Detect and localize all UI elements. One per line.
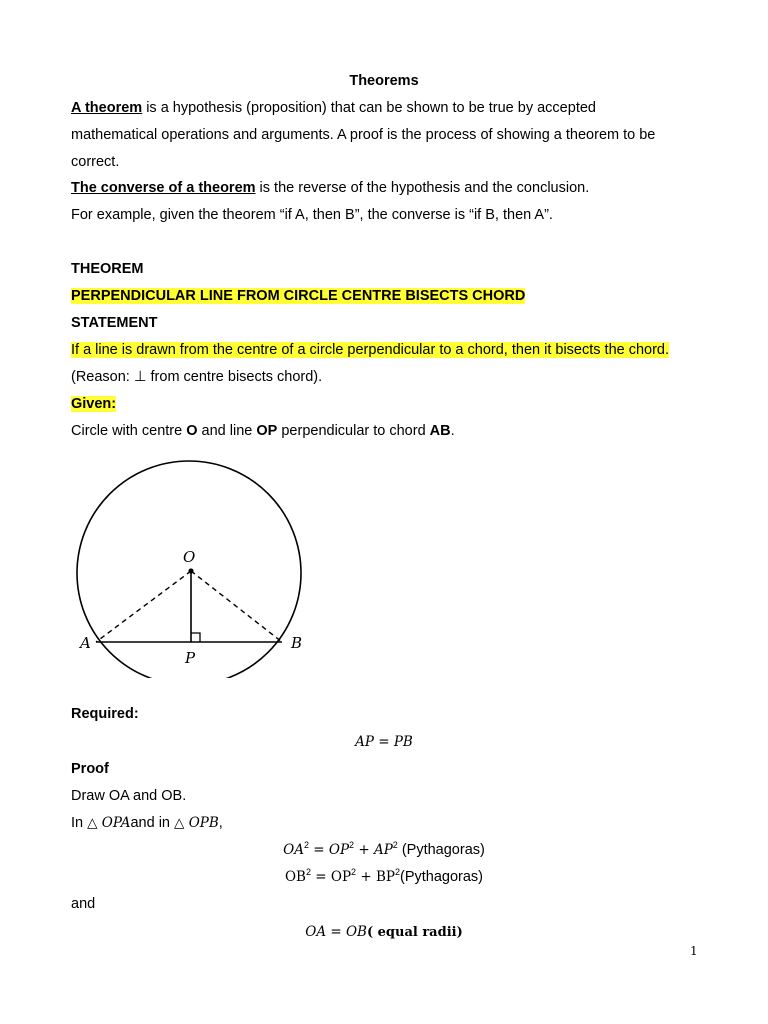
theorem-definition-line-3: correct. — [71, 154, 120, 170]
label-b: B — [291, 634, 303, 652]
theorem-name — [71, 288, 525, 304]
label-o: O — [183, 548, 196, 566]
equation-pythagoras-ob — [0, 869, 768, 885]
theorem-name-highlight: PERPENDICULAR LINE FROM CIRCLE CENTRE BISECTS CHORD — [71, 288, 526, 304]
right-angle-marker — [191, 633, 200, 642]
eq-term: OA = OB — [305, 924, 367, 940]
eq-term: OA — [283, 842, 304, 858]
theorem-definition-text: is a hypothesis (proposition) that can be shown to be true by accepted — [142, 100, 596, 116]
eq-term: = OP — [311, 869, 352, 885]
given-text-part: . — [450, 423, 455, 439]
exponent: 2 — [351, 867, 357, 878]
given-text-part: Circle with centre — [71, 423, 187, 439]
proof-text: , — [218, 815, 223, 831]
given-text — [71, 423, 455, 439]
given-heading — [71, 396, 116, 412]
label-a: A — [80, 634, 91, 652]
statement-highlight: If a line is drawn from the centre of a circle perpendicular to a chord, then it bisects the chord. — [71, 342, 670, 358]
proof-heading: Proof — [71, 761, 109, 777]
page-number: 1 — [690, 944, 698, 958]
required-equation: AP = PB — [355, 734, 413, 750]
eq-reason: (Pythagoras) — [399, 869, 483, 885]
converse-definition-text: is the reverse of the hypothesis and the conclusion. — [255, 180, 590, 196]
eq-term: + BP — [356, 869, 395, 885]
exponent: 2 — [349, 840, 355, 851]
theorem-definition-line-1 — [71, 100, 596, 116]
proof-step-triangles — [71, 815, 223, 831]
given-text-part: perpendicular to chord — [277, 423, 430, 439]
given-text-part: and line — [197, 423, 257, 439]
proof-step-draw: Draw OA and OB. — [71, 788, 187, 804]
given-centre-label: O — [186, 423, 198, 439]
given-heading-highlight: Given: — [71, 396, 117, 412]
converse-example: For example, given the theorem “if A, then B”, the converse is “if B, then A”. — [71, 207, 553, 223]
eq-term: = OP — [308, 842, 350, 858]
theorem-definition-line-2: mathematical operations and arguments. A proof is the process of showing a theorem to be — [71, 127, 656, 143]
eq-term: + AP — [354, 842, 393, 858]
radius-oa-dashed — [96, 571, 191, 642]
triangle-opb: △ OPB — [174, 815, 219, 831]
page-title: Theorems — [349, 73, 419, 89]
centre-point — [188, 568, 193, 573]
given-line-label: OP — [256, 423, 278, 439]
exponent: 2 — [305, 867, 311, 878]
eq-reason: (Pythagoras) — [397, 842, 485, 858]
statement-reason: (Reason: ⊥ from centre bisects chord). — [71, 369, 323, 385]
radius-ob-dashed — [191, 571, 282, 642]
equation-equal-radii — [0, 924, 768, 940]
given-chord-label: AB — [429, 423, 451, 439]
proof-text: In — [71, 815, 88, 831]
converse-term: The converse of a theorem — [71, 180, 256, 196]
statement-heading: STATEMENT — [71, 315, 158, 331]
proof-text: and in — [130, 815, 175, 831]
theorem-heading: THEOREM — [71, 261, 144, 277]
proof-and: and — [71, 896, 96, 912]
exponent: 2 — [392, 840, 398, 851]
circle-diagram — [60, 448, 320, 678]
eq-term: OB — [284, 869, 306, 885]
exponent: 2 — [394, 867, 400, 878]
equation-pythagoras-oa — [0, 842, 768, 858]
theorem-term: A theorem — [71, 100, 143, 116]
converse-definition — [71, 180, 589, 196]
label-p: P — [185, 649, 196, 667]
statement-text — [71, 342, 669, 358]
exponent: 2 — [303, 840, 309, 851]
triangle-opa: △ OPA — [87, 815, 131, 831]
required-heading: Required: — [71, 706, 139, 722]
eq-reason: ( equal radii) — [366, 925, 463, 940]
